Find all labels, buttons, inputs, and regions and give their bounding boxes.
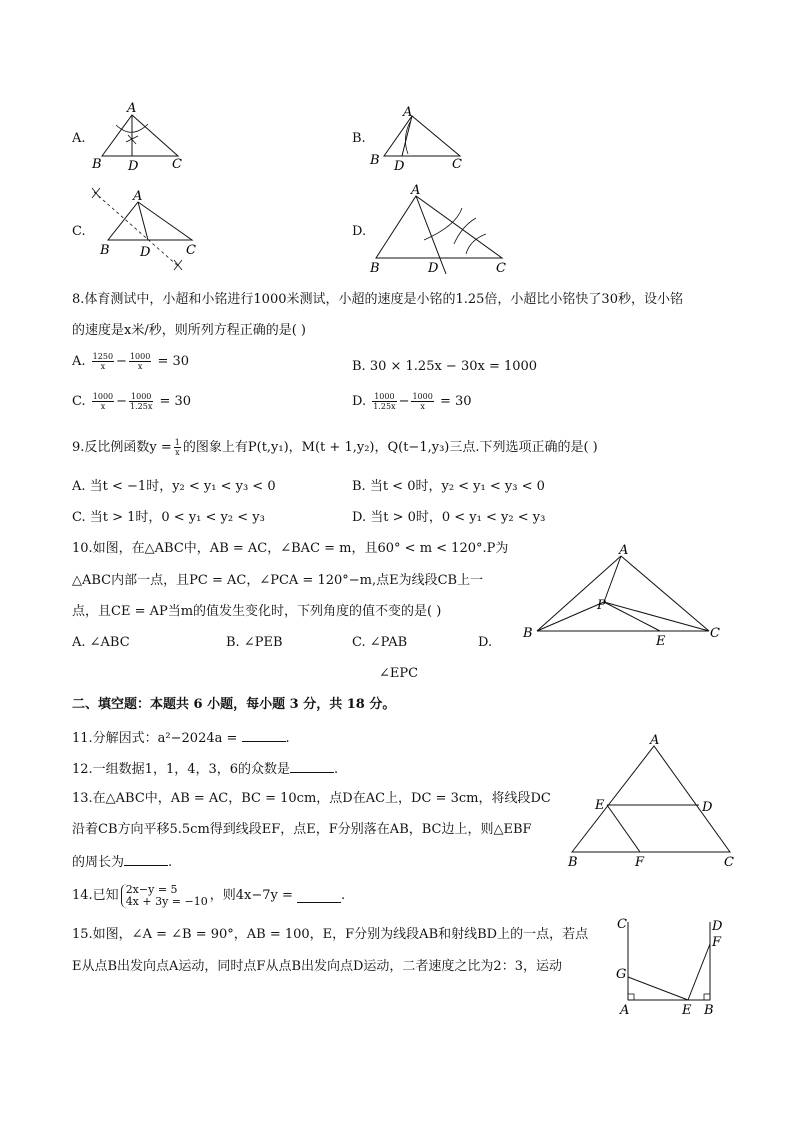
q10-label-b: B xyxy=(523,626,533,641)
q8-option-a-label: A. xyxy=(72,354,86,369)
q9-option-a: A. 当t < −1时，y₂ < y₁ < y₃ < 0 xyxy=(72,479,276,494)
q10-option-d: ∠EPC xyxy=(379,666,419,681)
q7c-label-b: B xyxy=(100,243,110,258)
q7a-label-d: D xyxy=(128,159,139,174)
q7a-label-b: B xyxy=(92,157,102,172)
q12-stem: 12.一组数据1，1，4，3，6的众数是 . xyxy=(72,762,339,777)
fraction: $\frac{1250}{x}$ xyxy=(92,352,114,371)
q15-label-f: F xyxy=(712,935,722,950)
q8-option-c-label: C. xyxy=(72,394,86,409)
q8-option-c: C. $\frac{1000}{x}$ − $\frac{1000}{1.25x}$ = 30 xyxy=(72,392,192,411)
q15-label-c: C xyxy=(617,917,627,932)
q10-option-d-label: D. xyxy=(478,635,493,650)
q13-label-e: E xyxy=(595,798,605,813)
q9-stem: 9.反比例函数y = $\frac{1}{x}$ 的图象上有P(t,y₁)，M(t + 1,y₂)，Q(t−1,y₃)三点.下列选项正确的是( ) xyxy=(72,438,598,457)
q7-option-c-label: C. xyxy=(72,224,86,239)
q7b-label-d: D xyxy=(394,159,405,174)
q15-stem-line2: E从点B出发向点A运动，同时点F从点B出发向点D运动，二者速度之比为2：3，运动 xyxy=(72,959,562,974)
fraction: $\frac{1000}{x}$ xyxy=(92,392,114,411)
q13-label-b: B xyxy=(568,855,578,870)
q13-stem-line3: 的周长为 . xyxy=(72,855,173,870)
q10-label-c: C xyxy=(710,626,720,641)
q13-figure xyxy=(562,732,742,874)
q10-label-p: P xyxy=(597,598,606,613)
q15-label-g: G xyxy=(616,967,627,982)
q8-stem-line2: 的速度是x米/秒，则所列方程正确的是( ) xyxy=(72,323,306,338)
q7b-label-a: A xyxy=(403,105,413,120)
q11-answer-blank[interactable] xyxy=(242,729,286,742)
q8-stem-line1: 8.体育测试中，小超和小铭进行1000米测试，小超的速度是小铭的1.25倍，小超比小铭快了30秒，设小铭 xyxy=(72,292,683,307)
q7a-label-a: A xyxy=(127,102,137,116)
q7-option-b-label: B. xyxy=(352,131,366,146)
q13-label-a: A xyxy=(650,733,660,748)
q15-label-e: E xyxy=(682,1003,692,1018)
q12-answer-blank[interactable] xyxy=(290,760,334,773)
q7-option-d-label: D. xyxy=(352,224,367,239)
q13-label-d: D xyxy=(702,800,713,815)
q10-figure xyxy=(518,540,728,648)
fraction: $\frac{1000}{x}$ xyxy=(129,352,151,371)
q7-figure-b xyxy=(366,102,476,174)
q9-option-c: C. 当t > 1时，0 < y₁ < y₂ < y₃ xyxy=(72,510,265,525)
q7-option-a-label: A. xyxy=(72,131,86,146)
q7d-label-a: A xyxy=(411,183,421,198)
q7-figure-c xyxy=(86,184,206,272)
q8-option-a: A. $\frac{1250}{x}$ − $\frac{1000}{x}$ = 30 xyxy=(72,352,190,371)
q10-option-c: C. ∠PAB xyxy=(352,635,408,650)
q14-answer-blank[interactable] xyxy=(297,890,341,903)
q10-stem-line3: 点，且CE = AP当m的值发生变化时，下列角度的值不变的是( ) xyxy=(72,604,442,619)
q15-label-a: A xyxy=(620,1003,630,1018)
q15-label-d: D xyxy=(712,919,723,934)
q10-label-a: A xyxy=(619,543,629,558)
q13-label-c: C xyxy=(724,855,734,870)
q9-option-d: D. 当t > 0时，0 < y₁ < y₂ < y₃ xyxy=(352,510,546,525)
q8-option-b: B. 30 × 1.25x − 30x = 1000 xyxy=(352,359,538,374)
q11-stem: 11.分解因式：a²−2024a = . xyxy=(72,731,290,746)
q7c-label-c: C xyxy=(186,243,196,258)
q7b-label-b: B xyxy=(370,153,380,168)
q8-option-d: D. $\frac{1000}{1.25x}$ − $\frac{1000}{x}$ = 30 xyxy=(352,392,472,411)
q8-option-d-label: D. xyxy=(352,394,367,409)
q15-label-b: B xyxy=(704,1003,714,1018)
q7-figure-d xyxy=(366,182,516,276)
q7-figure-a xyxy=(86,102,196,174)
q8-option-b-label: B. xyxy=(352,359,366,374)
equation-system: 2x−y = 5 4x + 3y = −10 xyxy=(121,884,208,908)
q13-stem-line2: 沿着CB方向平移5.5cm得到线段EF，点E，F分别落在AB，BC边上，则△EBF xyxy=(72,822,532,837)
q13-stem-line1: 13.在△ABC中，AB = AC，BC = 10cm，点D在AC上，DC = 3cm，将线段DC xyxy=(72,791,551,806)
section-heading-fill-in: 二、填空题：本题共 6 小题，每小题 3 分，共 18 分。 xyxy=(72,697,396,712)
q7b-label-c: C xyxy=(452,157,462,172)
q10-option-b: B. ∠PEB xyxy=(226,635,283,650)
q7d-label-b: B xyxy=(370,261,380,276)
q10-label-e: E xyxy=(656,634,666,648)
fraction: $\frac{1000}{1.25x}$ xyxy=(373,392,396,411)
q7c-label-d: D xyxy=(140,245,151,260)
q14-stem: 14.已知 2x−y = 5 4x + 3y = −10 ，则4x−7y = . xyxy=(72,883,346,908)
q10-stem-line2: △ABC内部一点，且PC = AC，∠PCA = 120°−m,点E为线段CB上一 xyxy=(72,573,484,588)
q10-option-a: A. ∠ABC xyxy=(72,635,130,650)
q15-stem-line1: 15.如图，∠A = ∠B = 90°，AB = 100，E，F分别为线段AB和射线BD上的一点，若点 xyxy=(72,927,589,942)
q10-stem-line1: 10.如图，在△ABC中，AB = AC，∠BAC = m，且60° < m < 120°.P为 xyxy=(72,541,509,556)
fraction: $\frac{1000}{x}$ xyxy=(412,392,433,411)
q7a-label-c: C xyxy=(172,157,182,172)
q15-figure xyxy=(608,912,728,1020)
fraction: $\frac{1000}{1.25x}$ xyxy=(130,392,153,411)
q9-option-b: B. 当t < 0时，y₂ < y₁ < y₃ < 0 xyxy=(352,479,545,494)
q7d-label-d: D xyxy=(428,261,439,276)
q7c-label-a: A xyxy=(133,189,143,204)
q7d-label-c: C xyxy=(496,261,506,276)
q13-answer-blank[interactable] xyxy=(124,853,168,866)
fraction: $\frac{1}{x}$ xyxy=(174,438,180,457)
q13-label-f: F xyxy=(635,855,645,870)
